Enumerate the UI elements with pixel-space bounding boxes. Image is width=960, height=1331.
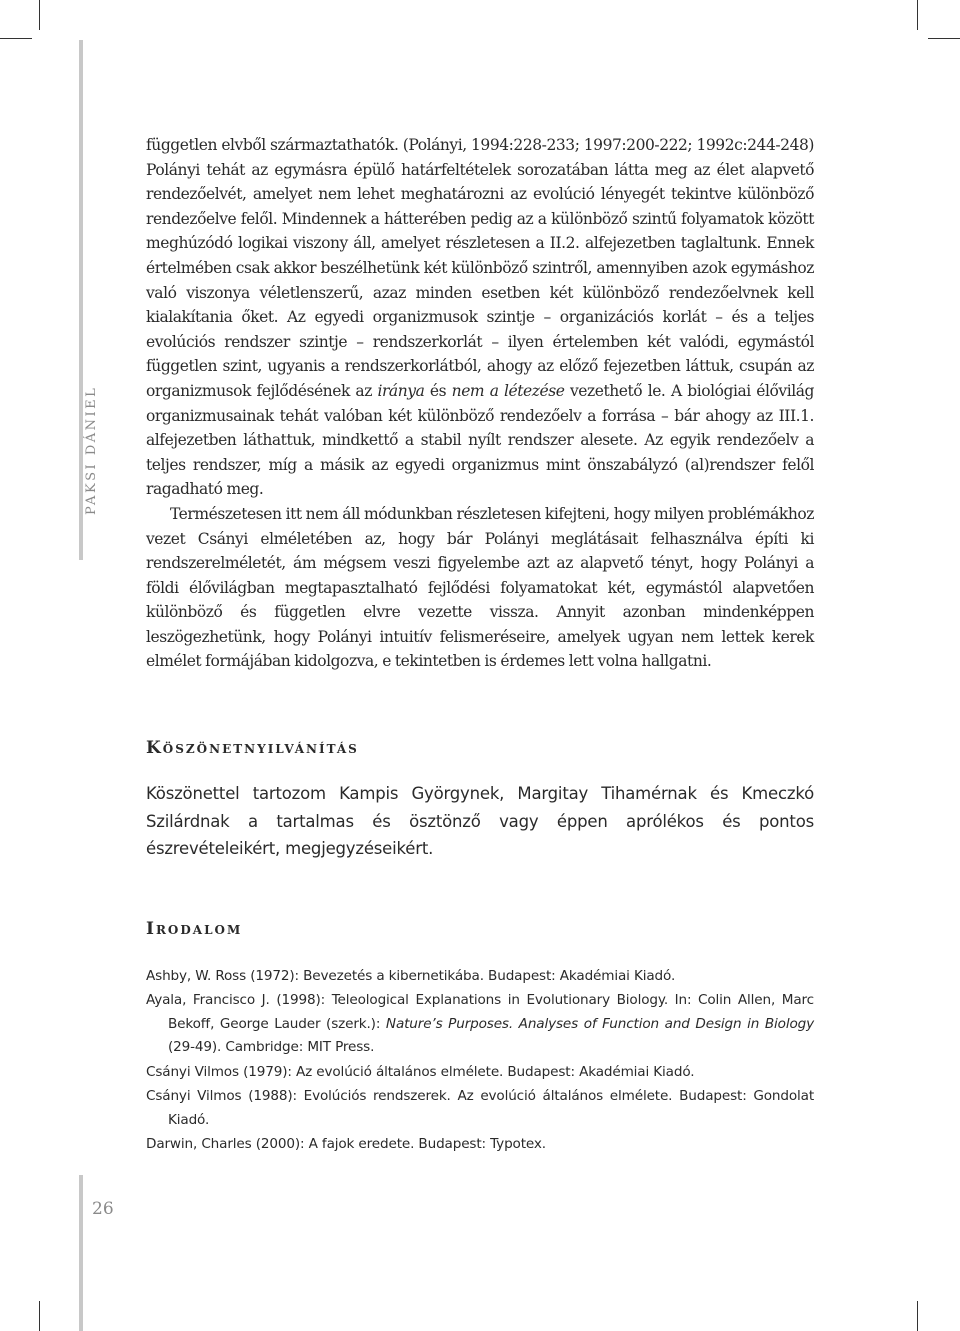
acknowledgement-text: Köszönettel tartozom Kampis Györgynek, Margitay Tihamérnak és Kmeczkó Szilárdnak a tartalmas és ösztönző vagy éppen aprólékos és pontos észrevételeikért, megjegyzéseikért. <box>146 784 814 859</box>
reference-item <box>146 1085 814 1132</box>
reference-item <box>146 989 814 1060</box>
body-paragraph-1 <box>146 133 814 502</box>
references-heading: Irodalom <box>146 918 243 939</box>
acknowledgement-heading: Köszönetnyilvánítás <box>146 738 359 759</box>
crop-mark-top-right-h <box>928 38 960 39</box>
crop-mark-bottom-right-v <box>917 1301 918 1331</box>
body-paragraph-1-run: iránya <box>377 381 425 400</box>
body-paragraph-1-run: független elvből származtathatók. (Polányi, 1994:228-233; 1997:200-222; 1992c:244-248) Polányi tehát az egymásra épülő határfeltételek sorozatában látta meg az élet alapvető rendezőelvét, amelyet nem lehet meghatározni az evolúció lényegét tekintve különböző rendezőelve felől. Mindennek a hátterében pedig az a különböző szintű folyamatok között meghúzódó logikai viszony áll, amelyet részletesen a II.2. alfejezetben taglaltunk. Ennek értelmében csak akkor beszélhetünk két különböző szintről, amennyiben azok egymáshoz való viszonya véletlenszerű, azaz minden esetben két különböző rendezőelvnek kell kialakítania őket. Az egyedi organizmusok szintje – organizációs korlát – és a teljes evolúciós rendszer szintje – rendszerkorlát – ilyen értelemben két valódi, egymástól független szint, ugyanis a rendszerkorlátból, ahogy az előző fejezetben láttuk, csupán az organizmusok fejlődésének az <box>146 136 814 400</box>
reference-item-run: Csányi Vilmos (1979): Az evolúció általános elmélete. Budapest: Akadémiai Kiadó. <box>146 1063 695 1080</box>
reference-item-run: Ayala, Francisco J. (1998): Teleological Explanations in Evolutionary Biology. In: Colin Allen, Marc Bekoff, George Lauder (szerk.): <box>146 992 814 1032</box>
crop-mark-bottom-left-v <box>39 1301 40 1331</box>
reference-item <box>146 1061 814 1085</box>
reference-item-run: Nature’s Purposes. Analyses of Function and Design in Biology <box>385 1015 814 1032</box>
body-paragraph-1-run: vezethető le. A biológiai élővilág organizmusainak tehát valóban két különböző rendezőelv a forrása – bár ahogy az III.1. alfejezetben láthattuk, mindkettő a stabil nyílt rendszer alesete. Az egyik rendezőelv a teljes rendszer, míg a másik az egyedi organizmus mint önszabályzó (al)rendszer felől ragadható meg. <box>146 381 814 499</box>
page-number: 26 <box>92 1199 114 1219</box>
reference-item-run: Csányi Vilmos (1988): Evolúciós rendszerek. Az evolúció általános elmélete. Budapest: Gondolat Kiadó. <box>146 1088 814 1128</box>
crop-mark-top-right-v <box>917 0 918 30</box>
reference-item-run: (29-49). Cambridge: MIT Press. <box>168 1039 375 1056</box>
crop-mark-top-left-h <box>0 38 32 39</box>
body-paragraph-2: Természetesen itt nem áll módunkban részletesen kifejteni, hogy milyen problémákhoz vezet Csányi elméletében az, hogy bár Polányi meglátásait felhasználva építi ki rendszerelméletét, ám mégsem veszi figyelembe azt az alapvető tényt, hogy Polányi a földi élővilágban megtapasztalható fejlődési folyamatokat két, egymástól alapvetően különböző és független elvre vezette vissza. Annyit azonban mindenképpen leszögezhetünk, hogy Polányi intuitív felismeréseire, amelyek ugyan nem lettek kerek elmélet formájában kidolgozva, e tekintetben is érdemes lett volna hallgatni. <box>146 504 814 671</box>
sidebar-rule-top <box>79 40 83 560</box>
body-paragraph-1-run: nem a létezése <box>451 381 565 400</box>
crop-mark-top-left-v <box>39 0 40 30</box>
running-head-author: PAKSI DÁNIEL <box>84 385 99 515</box>
body-paragraph-1-run: és <box>424 381 452 400</box>
main-content <box>146 133 814 1158</box>
sidebar-rule-bottom <box>79 1175 83 1331</box>
reference-item <box>146 1133 814 1157</box>
reference-item-run: Ashby, W. Ross (1972): Bevezetés a kibernetikába. Budapest: Akadémiai Kiadó. <box>146 967 676 984</box>
reference-item-run: Darwin, Charles (2000): A fajok eredete. Budapest: Typotex. <box>146 1136 546 1153</box>
reference-list <box>146 965 814 1157</box>
reference-item <box>146 965 814 989</box>
